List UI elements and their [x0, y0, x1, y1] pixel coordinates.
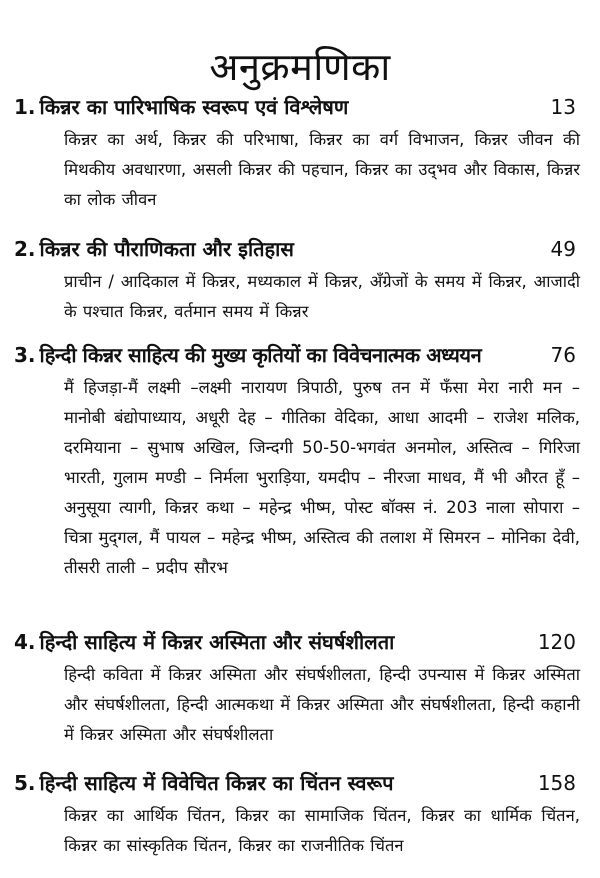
toc-entry: [14, 231, 586, 327]
toc-entry: [14, 89, 586, 215]
toc-entry-title: किन्नर की पौराणिकता और इतिहास: [39, 237, 294, 261]
toc-entry-heading: [14, 89, 586, 125]
toc-entry-page-number: 76: [550, 343, 576, 367]
toc-entry-topics: किन्नर का आर्थिक चिंतन, किन्नर का सामाजिक चिंतन, किन्नर का धार्मिक चिंतन, किन्नर का सांस्कृतिक चिंतन, किन्नर का राजनीतिक चिंतन: [64, 806, 580, 855]
toc-entry-title: हिन्दी साहित्य में किन्नर अस्मिता और संघर्षशीलता: [39, 630, 395, 654]
toc-entry-number: 3.: [14, 343, 36, 367]
toc-entry-title: हिन्दी किन्नर साहित्य की मुख्य कृतियों का विवेचनात्मक अध्ययन: [39, 343, 482, 367]
toc-entry-topics: हिन्दी कविता में किन्नर अस्मिता और संघर्षशीलता, हिन्दी उपन्यास में किन्नर अस्मिता और संघर्षशीलता, हिन्दी आत्मकथा में किन्नर अस्मिता और संघर्षशीलता, हिन्दी कहानी में किन्नर अस्मिता और संघर्षशीलता: [64, 665, 580, 744]
page-title: अनुक्रमणिका: [209, 45, 391, 90]
toc-entry: [14, 624, 586, 750]
toc-entry-number: 2.: [14, 237, 36, 261]
toc-entry-heading: [14, 765, 586, 801]
toc-entry: [14, 337, 586, 583]
toc-entry: [14, 765, 586, 861]
toc-entry-title: किन्नर का पारिभाषिक स्वरूप एवं विश्लेषण: [39, 95, 349, 119]
toc-entry-title: हिन्दी साहित्य में विवेचित किन्नर का चिंतन स्वरूप: [39, 771, 394, 795]
toc-entry-number: 1.: [14, 95, 36, 119]
toc-entry-page-number: 49: [550, 237, 576, 261]
toc-entry-heading: [14, 624, 586, 660]
toc-entry-page-number: 120: [537, 630, 576, 654]
toc-entry-heading: [14, 231, 586, 267]
toc-entry-page-number: 13: [550, 95, 576, 119]
toc-entry-heading: [14, 337, 586, 373]
toc-entry-number: 4.: [14, 630, 36, 654]
toc-entry-topics: मैं हिजड़ा-मैं लक्ष्मी –लक्ष्मी नारायण त्रिपाठी, पुरुष तन में फँसा मेरा नारी मन – मानोबी बंद्योपाध्याय, अधूरी देह – गीतिका वेदिका, आधा आदमी – राजेश मलिक, दरमियाना – सुभाष अखिल, जिन्दगी 50-50-भगवंत अनमोल, अस्तित्व – गिरिजा भारती, गुलाम मण्डी – निर्मला भुराड़िया, यमदीप – नीरजा माधव, मैं भी औरत हूँ – अनुसूया त्यागी, किन्नर कथा – महेन्द्र भीष्म, पोस्ट बॉक्स नं. 203 नाला सोपारा – चित्रा मुद्‌गल, मैं पायल – महेन्द्र भीष्म, अस्तित्व की तलाश में सिमरन – मोनिका देवी, तीसरी ताली – प्रदीप सौरभ: [64, 378, 580, 577]
toc-entry-topics: किन्नर का अर्थ, किन्नर की परिभाषा, किन्नर का वर्ग विभाजन, किन्नर जीवन की मिथकीय अवधारणा, असली किन्नर की पहचान, किन्नर का उद्‌भव और विकास, किन्नर का लोक जीवन: [64, 130, 580, 209]
toc-entry-page-number: 158: [537, 771, 576, 795]
toc-entry-topics: प्राचीन / आदिकाल में किन्नर, मध्यकाल में किन्नर, अँग्रेजों के समय में किन्नर, आजादी के पश्चात किन्नर, वर्तमान समय में किन्नर: [64, 272, 580, 321]
toc-entry-number: 5.: [14, 771, 36, 795]
